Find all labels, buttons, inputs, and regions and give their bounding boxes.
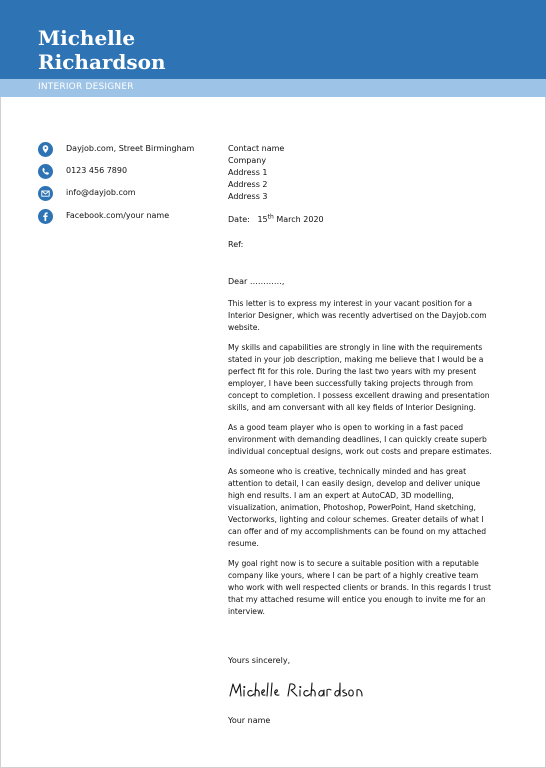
role-bar (0, 79, 546, 97)
paragraph-4: As someone who is creative, technically minded and has great attention to detail, I can easily design, develop and deliver unique high end results. I am an expert at AutoCAD, 3D modelling, visualization, animation, Photoshop, PowerPoint, Hand sketching, Vectorworks, lighting and colour schemes. Greater details of what I can offer and of my accomplishments can be found on my attached resume. (228, 467, 487, 548)
recipient-contact-name: Contact name (228, 144, 285, 153)
recipient-company: Company (228, 156, 267, 165)
contact-address-text: Dayjob.com, Street Birmingham (66, 144, 195, 153)
location-pin-icon (38, 142, 53, 157)
job-title: INTERIOR DESIGNER (38, 82, 134, 92)
your-name: Your name (228, 716, 271, 725)
date-day: 15 (257, 215, 268, 224)
date-line (228, 215, 324, 224)
date-label: Date: (228, 215, 250, 224)
recipient-address (228, 143, 284, 203)
contact-facebook-text[interactable]: Facebook.com/your name (66, 211, 170, 220)
header-banner (0, 0, 546, 79)
letter-body (228, 298, 494, 626)
contact-email-text[interactable]: info@dayjob.com (66, 188, 136, 197)
name-last: Richardson (38, 50, 166, 74)
date-rest: March 2020 (276, 215, 324, 224)
recipient-address-1: Address 1 (228, 168, 268, 177)
email-icon (38, 186, 53, 201)
paragraph-2: My skills and capabilities are strongly in line with the requirements stated in your job description, making me believe that I would be a perfect fit for this role. During the last two years with my present employer, I have been successfully taking projects through from concept to completion. I possess excellent drawing and presentation skills, and am conversant with all key fields of Interior Designing. (228, 343, 490, 412)
paragraph-1: This letter is to express my interest in your vacant position for a Interior Designer, which was recently advertised on the Dayjob.com website. (228, 299, 487, 332)
facebook-icon (38, 209, 53, 224)
contact-phone-text: 0123 456 7890 (66, 166, 128, 175)
name-first: Michelle (38, 26, 136, 50)
recipient-address-2: Address 2 (228, 180, 268, 189)
recipient-address-3: Address 3 (228, 192, 268, 201)
phone-icon (38, 164, 53, 179)
paragraph-5: My goal right now is to secure a suitable position with a reputable company like yours, where I can be part of a highly creative team who work with well respected clients or brands. In this regards I trust that my attached resume will entice you enough to invite me for an interview. (228, 559, 491, 616)
date-suffix: th (267, 213, 274, 221)
salutation: Dear …………, (228, 277, 285, 286)
closing: Yours sincerely, (228, 656, 291, 665)
paragraph-3: As a good team player who is open to working in a fast paced environment with demanding deadlines, I can quickly create superb individual conceptual designs, work out costs and prepare estimates. (228, 423, 492, 456)
signature (228, 680, 368, 700)
signature-graphic (228, 680, 368, 700)
ref-line: Ref: (228, 240, 244, 249)
